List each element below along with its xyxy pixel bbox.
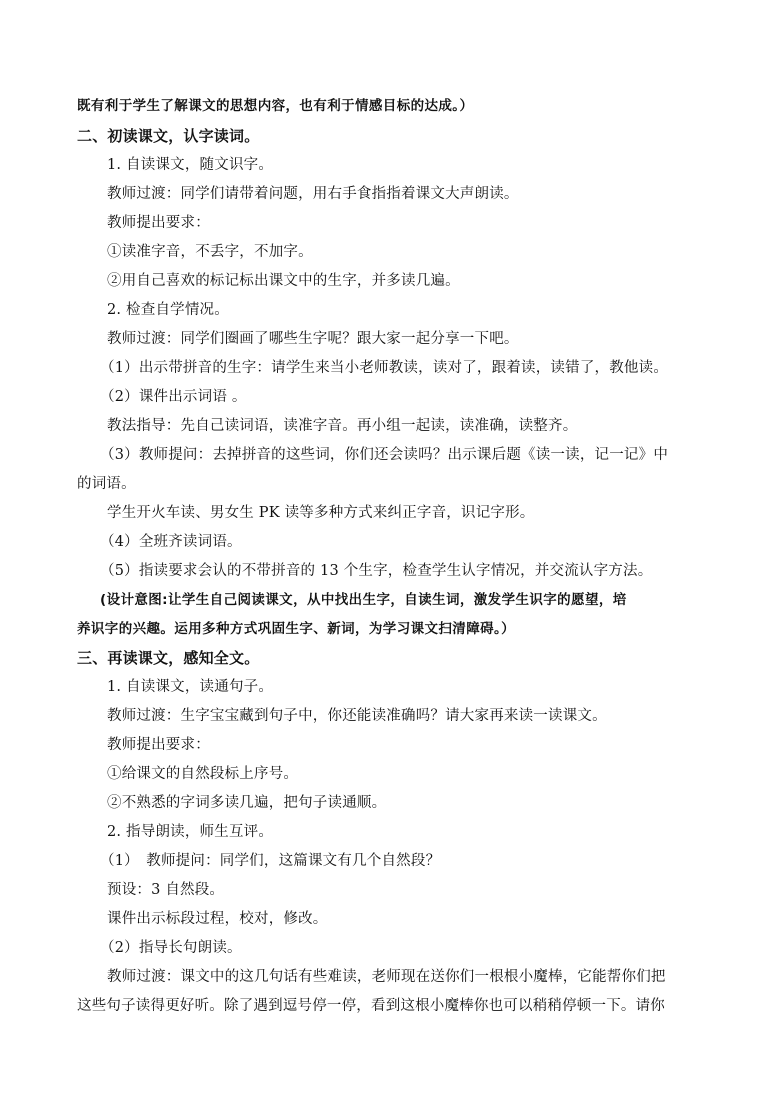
paragraph: （4）全班齐读词语。 xyxy=(100,534,242,550)
paragraph: （5）指读要求会认的不带拼音的 13 个生字，检查学生认字情况，并交流认字方法。 xyxy=(100,563,653,579)
list-item: ②用自己喜欢的标记标出课文中的生字，并多读几遍。 xyxy=(107,273,460,289)
paragraph: 教师提出要求： xyxy=(107,215,210,231)
paragraph: 教法指导：先自己读词语，读准字音。再小组一起读，读准确，读整齐。 xyxy=(107,418,578,434)
paragraph-continuation: 这些句子读得更好听。除了遇到逗号停一停，看到这根小魔棒你也可以稍稍停顿一下。请你 xyxy=(77,998,665,1014)
list-item: ①读准字音，不丢字，不加字。 xyxy=(107,244,313,260)
paragraph: 课件出示标段过程，校对，修改。 xyxy=(107,911,328,927)
design-intent-note: (设计意图:让学生自己阅读课文，从中找出生字，自读生词，激发学生识字的愿望，培 xyxy=(100,592,627,608)
step-2-title: 2. 检查自学情况。 xyxy=(107,302,229,318)
list-item: ②不熟悉的字词多读几遍，把句子读通顺。 xyxy=(107,795,387,811)
paragraph-continuation: 的词语。 xyxy=(77,476,136,492)
note-continuation: 既有利于学生了解课文的思想内容，也有利于情感目标的达成。） xyxy=(77,98,474,114)
paragraph: 教师提出要求： xyxy=(107,737,210,753)
paragraph: （1） 教师提问：同学们，这篇课文有几个自然段？ xyxy=(100,853,441,869)
paragraph: （2）课件出示词语 。 xyxy=(100,389,247,405)
paragraph: 学生开火车读、男女生 PK 读等多种方式来纠正字音，识记字形。 xyxy=(107,505,535,521)
list-item: ①给课文的自然段标上序号。 xyxy=(107,766,299,782)
section-heading-3: 三、再读课文，感知全文。 xyxy=(77,649,260,667)
paragraph: 教师过渡：课文中的这几句话有些难读，老师现在送你们一根根小魔棒，它能帮你们把 xyxy=(107,969,666,985)
step-1-title: 1. 自读课文，随文识字。 xyxy=(107,157,274,173)
step-1-title: 1. 自读课文，读通句子。 xyxy=(107,679,274,695)
section-heading-2: 二、初读课文，认字读词。 xyxy=(77,127,260,145)
paragraph: 教师过渡：生字宝宝藏到句子中，你还能读准确吗？请大家再来读一读课文。 xyxy=(107,708,607,724)
paragraph: （3）教师提问：去掉拼音的这些词，你们还会读吗？出示课后题《读一读，记一记》中 xyxy=(100,447,669,463)
paragraph: （2）指导长句朗读。 xyxy=(100,940,242,956)
design-intent-note-continuation: 养识字的兴趣。运用多种方式巩固生字、新词，为学习课文扫清障碍。） xyxy=(77,621,516,637)
paragraph: 教师过渡：同学们请带着问题，用右手食指指着课文大声朗读。 xyxy=(107,186,519,202)
paragraph: 教师过渡：同学们圈画了哪些生字呢？跟大家一起分享一下吧。 xyxy=(107,331,519,347)
step-2-title: 2. 指导朗读，师生互评。 xyxy=(107,824,274,840)
paragraph: （1）出示带拼音的生字：请学生来当小老师教读，读对了，跟着读，读错了，教他读。 xyxy=(100,360,669,376)
paragraph: 预设：3 自然段。 xyxy=(107,882,225,898)
